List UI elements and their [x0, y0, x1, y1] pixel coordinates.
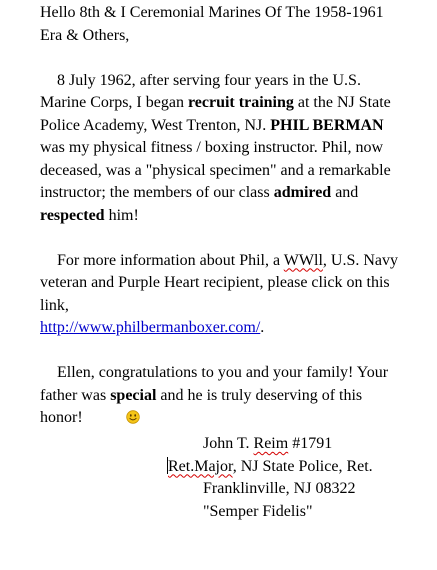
text: 8 July 1962, after serving four years in the U.S. Marine Corps, I began	[40, 71, 361, 111]
text: and	[331, 184, 359, 201]
greeting: Hello 8th & I Ceremonial Marines Of The 1958-1961 Era & Others,	[40, 4, 384, 44]
bold-admired: admired	[273, 184, 332, 201]
misspelled-word: Reim	[253, 435, 289, 452]
text: Ellen, congratulations to you and your family! Your father was	[40, 364, 389, 404]
text: him!	[104, 206, 139, 224]
bold-respected: respected	[40, 206, 105, 224]
signature-block	[0, 433, 437, 523]
signature-name	[203, 433, 437, 456]
misspelled-word: WWll	[283, 251, 323, 269]
paragraph-congratulations	[40, 362, 408, 430]
philberman-link[interactable]: http://www.philbermanboxer.com/	[40, 319, 261, 336]
paragraph-recruit-training	[40, 70, 408, 228]
paragraph-more-info	[40, 250, 408, 340]
bold-special: special	[110, 386, 157, 404]
smiley-icon	[126, 410, 140, 424]
text: .	[260, 319, 265, 336]
bold-phil-berman: PHIL BERMAN	[270, 116, 384, 134]
bold-recruit-training: recruit training	[187, 94, 294, 111]
text: #1791	[288, 435, 333, 452]
letter-body	[40, 2, 408, 430]
signature-motto: "Semper Fidelis"	[203, 502, 313, 520]
text: For more information about Phil, a	[57, 251, 284, 269]
misspelled-word: Ret.Major	[168, 457, 233, 475]
signature-location: Franklinville, NJ 08322	[203, 480, 356, 497]
text: was my physical fitness / boxing instructor. Phil, now deceased, was a "physical specimen" and a remarkable instructor; the members of our class	[40, 139, 391, 201]
text: , NJ State Police, Ret.	[232, 457, 373, 475]
text: at the NJ State Police Academy, West Trenton, NJ.	[40, 94, 391, 134]
text: and he is truly deserving of this honor!	[40, 386, 363, 426]
text: , U.S. Navy veteran and Purple Heart recipient, please click on this link,	[40, 251, 398, 314]
signature-title	[167, 456, 437, 479]
text: John T.	[203, 435, 254, 452]
